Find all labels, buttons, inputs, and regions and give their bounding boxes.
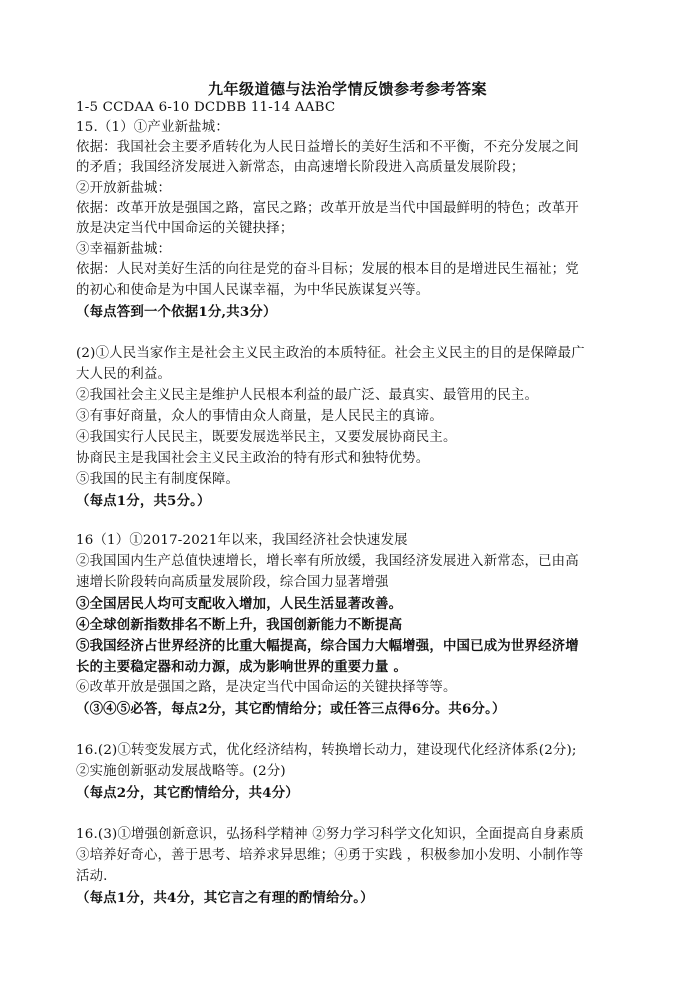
q15-1-basis-3a: 依据：人民对美好生活的向往是党的奋斗目标；发展的根本目的是增进民生福祉；党 — [76, 262, 579, 277]
q15-2-point-3: ③有事好商量，众人的事情由众人商量，是人民民主的真谛。 — [76, 409, 443, 424]
q15-2-point-1a: (2)①人民当家作主是社会主义民主政治的本质特征。社会主义民主的目的是保障最广 — [76, 346, 585, 361]
q15-1-heading: 15.（1）①产业新盐城： — [76, 120, 229, 135]
q16-1-point-5b: 长的主要稳定器和动力源，成为影响世界的重要力量 。 — [76, 659, 408, 675]
q16-1-point-6: ⑥改革开放是强国之路，是决定当代中国命运的关键抉择等等。 — [76, 680, 457, 695]
q15-1-scoring: （每点答到一个依据1分,共3分） — [76, 304, 277, 320]
q16-1-point-2b: 速增长阶段转向高质量发展阶段，综合国力显著增强 — [76, 575, 389, 590]
mcq-answers: 1-5 CCDAA 6-10 DCDBB 11-14 AABC — [76, 100, 336, 115]
q16-3-point-2: ③培养好奇心，善于思考、培养求异思维；④勇于实践 ，积极参加小发明、小制作等 — [76, 848, 584, 863]
q16-2-scoring: （每点2分，其它酌情给分，共4分） — [76, 785, 299, 801]
q15-1-item-3: ③幸福新盐城： — [76, 242, 172, 257]
q15-2-point-1b: 大人民的利益。 — [76, 367, 172, 382]
q16-1-point-5a: ⑤我国经济占世界经济的比重大幅提高，综合国力大幅增强，中国已成为世界经济增 — [76, 638, 579, 654]
q16-1-point-2a: ②我国国内生产总值快速增长，增长率有所放缓，我国经济发展进入新常态，已由高 — [76, 554, 579, 569]
q15-1-basis-1b: 的矛盾；我国经济发展进入新常态，由高速增长阶段进入高质量发展阶段； — [76, 160, 525, 175]
q16-3-point-2b: 活动. — [76, 869, 108, 884]
q16-3-point-1: 16.(3)①增强创新意识，弘扬科学精神 ②努力学习科学文化知识，全面提高自身素质 — [76, 827, 584, 842]
q15-2-scoring: （每点1分，共5分。） — [76, 493, 211, 509]
document-title: 九年级道德与法治学情反馈参考参考答案 — [207, 80, 487, 98]
q15-1-basis-3b: 的初心和使命是为中国人民谋幸福，为中华民族谋复兴等。 — [76, 283, 430, 298]
q15-2-point-5: ⑤我国的民主有制度保障。 — [76, 472, 240, 487]
q16-1-scoring: （③④⑤必答，每点2分，其它酌情给分；或任答三点得6分。共6分。） — [76, 701, 506, 717]
q16-3-scoring: （每点1分，共4分，其它言之有理的酌情给分。） — [76, 890, 374, 906]
q16-2-point-1: 16.(2)①转变发展方式，优化经济结构，转换增长动力，建设现代化经济体系(2分); — [76, 743, 577, 758]
q15-1-basis-1a: 依据：我国社会主要矛盾转化为人民日益增长的美好生活和不平衡，不充分发展之间 — [76, 140, 579, 155]
q15-2-point-4: ④我国实行人民民主，既要发展选举民主，又要发展协商民主。 — [76, 430, 457, 445]
q15-2-point-2: ②我国社会主义民主是维护人民根本利益的最广泛、最真实、最管用的民主。 — [76, 388, 539, 403]
q15-1-basis-2b: 放是决定当代中国命运的关键抉择； — [76, 221, 294, 236]
q15-2-point-4b: 协商民主是我国社会主义民主政治的特有形式和独特优势。 — [76, 451, 430, 466]
q15-1-basis-2a: 依据：改革开放是强国之路，富民之路；改革开放是当代中国最鲜明的特色；改革开 — [76, 201, 579, 216]
q16-1-point-1: 16（1）①2017-2021年以来，我国经济社会快速发展 — [76, 533, 408, 548]
q15-1-item-2: ②开放新盐城： — [76, 181, 172, 196]
q16-1-point-4: ④全球创新指数排名不断上升，我国创新能力不断提高 — [76, 617, 403, 633]
q16-1-point-3: ③全国居民人均可支配收入增加，人民生活显著改善。 — [76, 596, 403, 612]
q16-2-point-2: ②实施创新驱动发展战略等。(2分) — [76, 764, 286, 779]
